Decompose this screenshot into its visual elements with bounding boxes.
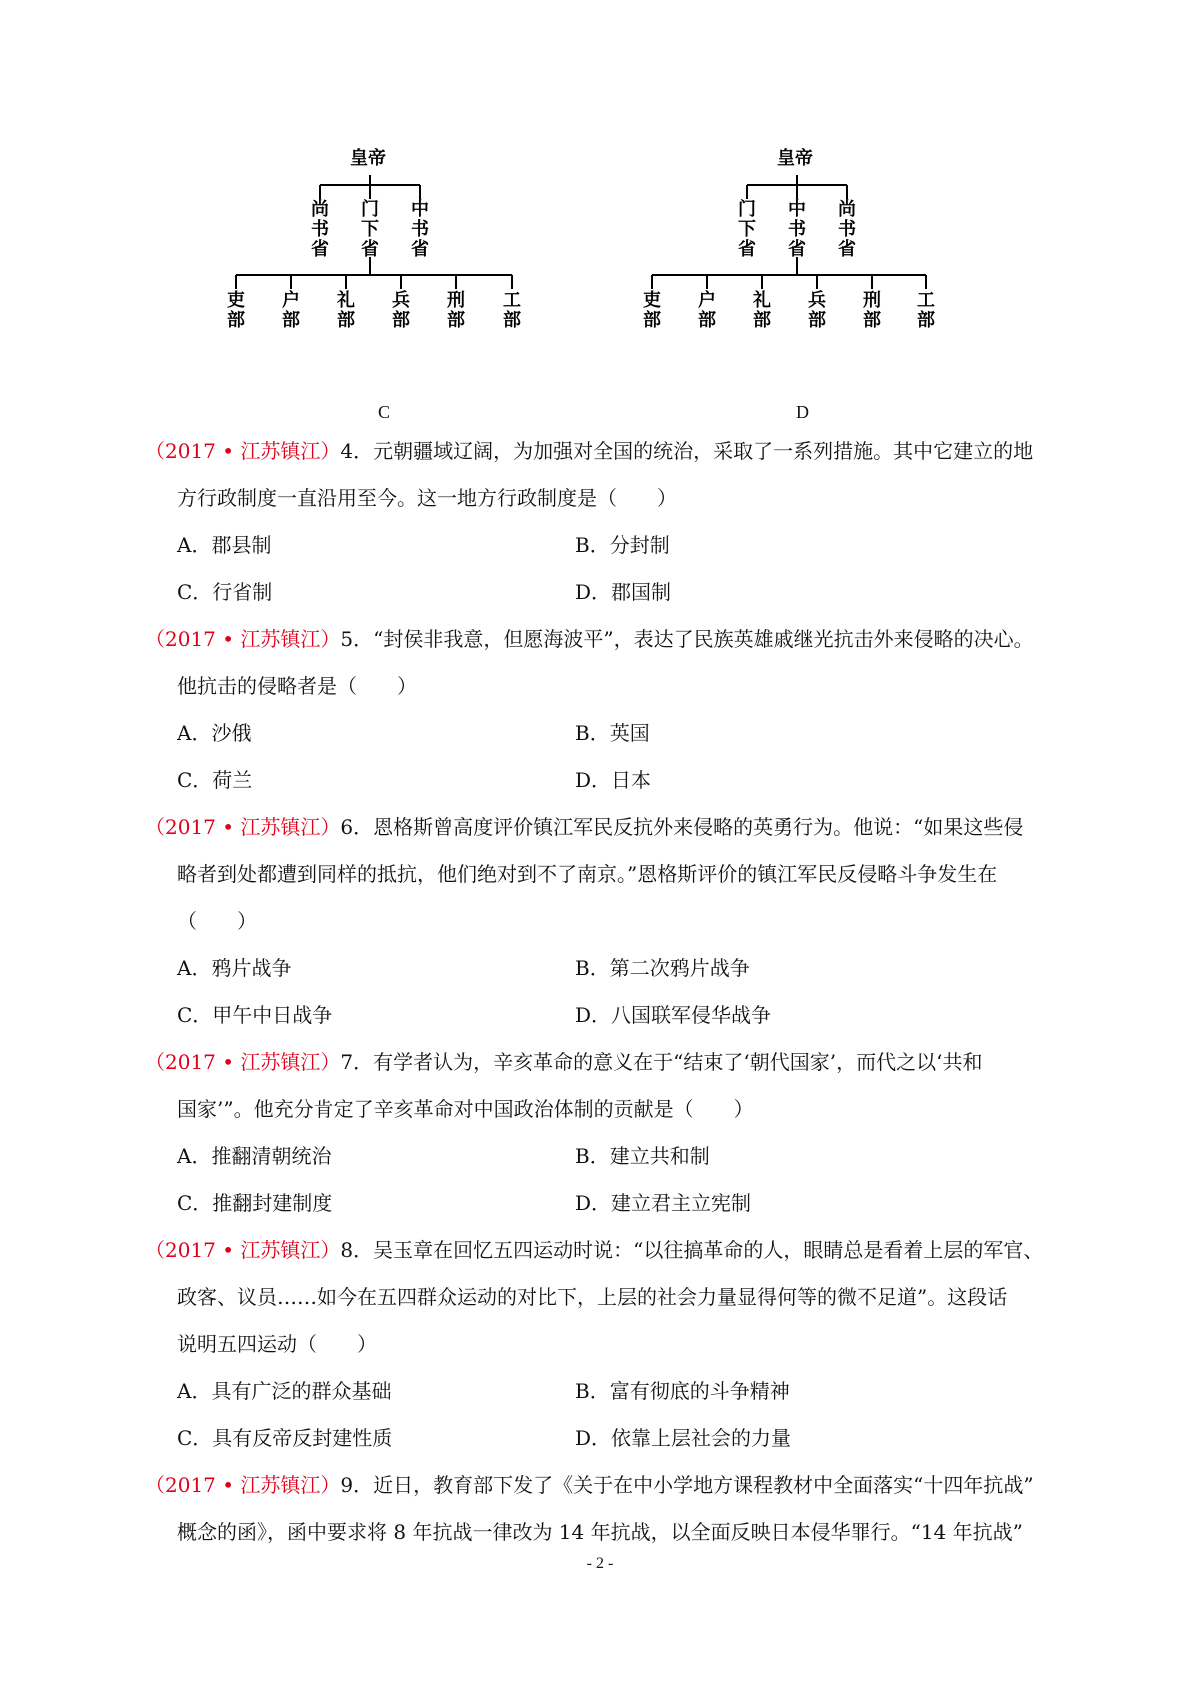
chart-d-mid-1: 门下省 <box>738 199 756 260</box>
chart-c-mid-2: 门下省 <box>361 199 379 260</box>
question-7-option-d[interactable]: D．建立君主立宪制 <box>575 1191 752 1215</box>
question-4-line-1: （2017 • 江苏镇江）4．元朝疆域辽阔，为加强对全国的统治，采取了一系列措施。其中它建立的地 <box>145 439 1034 463</box>
question-5-options-row-1 <box>177 710 1077 757</box>
question-8-option-d[interactable]: D．依靠上层社会的力量 <box>575 1426 792 1450</box>
chart-c-dept-2: 户部 <box>282 290 300 331</box>
question-5-line-2: 他抗击的侵略者是（ ） <box>177 674 417 698</box>
question-5-option-d[interactable]: D．日本 <box>575 768 652 792</box>
question-4-options-row-1 <box>177 522 1077 569</box>
question-4 <box>145 428 1065 522</box>
question-6-option-d[interactable]: D．八国联军侵华战争 <box>575 1003 772 1027</box>
question-9-source: （2017 • 江苏镇江） <box>145 1473 341 1497</box>
question-8-line-3: 说明五四运动（ ） <box>177 1332 377 1356</box>
question-7-line-2: 国家’”。他充分肯定了辛亥革命对中国政治体制的贡献是（ ） <box>177 1097 754 1121</box>
question-9-line-1: （2017 • 江苏镇江）9．近日，教育部下发了《关于在中小学地方课程教材中全面落实“十四年抗战” <box>145 1473 1034 1497</box>
question-4-line-2: 方行政制度一直沿用至今。这一地方行政制度是（ ） <box>177 486 677 510</box>
chart-c-mid-1: 尚书省 <box>311 199 329 260</box>
chart-d-emperor: 皇帝 <box>777 148 813 169</box>
question-7-option-a[interactable]: A．推翻清朝统治 <box>177 1144 332 1168</box>
diagram-d-caption: D <box>796 402 809 422</box>
question-6-option-a[interactable]: A．鸦片战争 <box>177 956 292 980</box>
question-6-options-row-1 <box>177 945 1077 992</box>
question-4-source: （2017 • 江苏镇江） <box>145 439 341 463</box>
chart-d-dept-3: 礼部 <box>753 290 771 331</box>
question-4-option-a[interactable]: A．郡县制 <box>177 533 272 557</box>
org-chart-d-lines <box>634 145 974 375</box>
chart-d-dept-1: 吏部 <box>643 290 661 331</box>
chart-c-dept-3: 礼部 <box>337 290 355 331</box>
question-8-options-row-1 <box>177 1368 1077 1415</box>
question-6-source: （2017 • 江苏镇江） <box>145 815 341 839</box>
question-4-options-row-2 <box>177 569 1077 616</box>
question-8-option-b[interactable]: B．富有彻底的斗争精神 <box>575 1379 790 1403</box>
question-4-option-c[interactable]: C．行省制 <box>177 580 273 604</box>
chart-c-dept-4: 兵部 <box>392 290 410 331</box>
page-number: - 2 - <box>586 1555 614 1572</box>
chart-c-mid-3: 中书省 <box>411 199 429 260</box>
question-6 <box>145 804 1065 945</box>
question-8-source: （2017 • 江苏镇江） <box>145 1238 341 1262</box>
question-7-line-1: （2017 • 江苏镇江）7．有学者认为，辛亥革命的意义在于“结束了‘朝代国家’，而代之以‘共和 <box>145 1050 983 1074</box>
question-5-option-a[interactable]: A．沙俄 <box>177 721 252 745</box>
chart-d-mid-3: 尚书省 <box>838 199 856 260</box>
question-6-line-1: （2017 • 江苏镇江）6．恩格斯曾高度评价镇江军民反抗外来侵略的英勇行为。他说：“如果这些侵 <box>145 815 1024 839</box>
question-9-line-2: 概念的函》，函中要求将 8 年抗战一律改为 14 年抗战，以全面反映日本侵华罪行。“14 年抗战” <box>177 1520 1023 1544</box>
question-9 <box>145 1462 1065 1556</box>
question-6-option-b[interactable]: B．第二次鸦片战争 <box>575 956 750 980</box>
chart-d-dept-6: 工部 <box>917 290 935 331</box>
question-5 <box>145 616 1065 710</box>
chart-c-dept-6: 工部 <box>503 290 521 331</box>
question-8-line-1: （2017 • 江苏镇江）8．吴玉章在回忆五四运动时说：“以往搞革命的人，眼睛总是看着上层的军官、 <box>145 1238 1044 1262</box>
question-7-options-row-2 <box>177 1180 1077 1227</box>
question-8-options-row-2 <box>177 1415 1077 1462</box>
question-7 <box>145 1039 1065 1133</box>
org-chart-c-lines <box>222 145 562 375</box>
question-6-line-3: （ ） <box>177 909 257 933</box>
chart-c-dept-5: 刑部 <box>447 290 465 331</box>
chart-d-dept-4: 兵部 <box>808 290 826 331</box>
chart-d-dept-2: 户部 <box>698 290 716 331</box>
question-8-option-c[interactable]: C．具有反帝反封建性质 <box>177 1426 393 1450</box>
question-7-option-b[interactable]: B．建立共和制 <box>575 1144 710 1168</box>
question-7-options-row-1 <box>177 1133 1077 1180</box>
question-7-source: （2017 • 江苏镇江） <box>145 1050 341 1074</box>
chart-c-emperor: 皇帝 <box>350 148 386 169</box>
question-5-source: （2017 • 江苏镇江） <box>145 627 341 651</box>
question-4-option-b[interactable]: B．分封制 <box>575 533 670 557</box>
question-6-line-2: 略者到处都遭到同样的抵抗，他们绝对到不了南京。”恩格斯评价的镇江军民反侵略斗争发生在 <box>177 862 998 886</box>
chart-c-dept-1: 吏部 <box>227 290 245 331</box>
question-8 <box>145 1227 1065 1368</box>
org-chart-d <box>634 145 974 375</box>
diagram-c-caption: C <box>378 402 391 422</box>
org-chart-c <box>222 145 562 375</box>
question-4-option-d[interactable]: D．郡国制 <box>575 580 672 604</box>
question-5-line-1: （2017 • 江苏镇江）5．“封侯非我意，但愿海波平”，表达了民族英雄戚继光抗击外来侵略的决心。 <box>145 627 1034 651</box>
chart-d-dept-5: 刑部 <box>863 290 881 331</box>
question-8-line-2: 政客、议员……如今在五四群众运动的对比下，上层的社会力量显得何等的微不足道”。这段话 <box>177 1285 1008 1309</box>
question-8-option-a[interactable]: A．具有广泛的群众基础 <box>177 1379 392 1403</box>
question-5-options-row-2 <box>177 757 1077 804</box>
question-5-option-c[interactable]: C．荷兰 <box>177 768 253 792</box>
question-5-option-b[interactable]: B．英国 <box>575 721 650 745</box>
question-6-options-row-2 <box>177 992 1077 1039</box>
question-7-option-c[interactable]: C．推翻封建制度 <box>177 1191 333 1215</box>
chart-d-mid-2: 中书省 <box>788 199 806 260</box>
question-6-option-c[interactable]: C．甲午中日战争 <box>177 1003 333 1027</box>
